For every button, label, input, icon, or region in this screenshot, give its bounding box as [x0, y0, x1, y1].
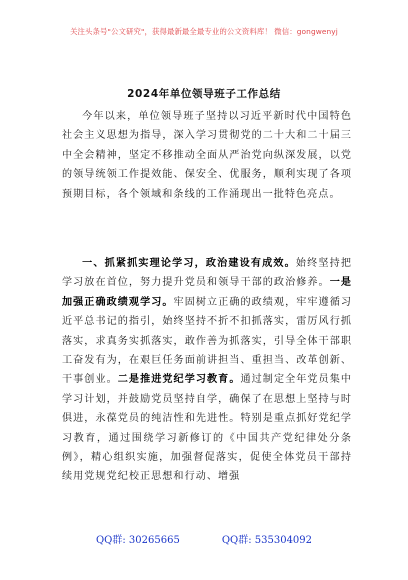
paragraph-intro: [62, 107, 352, 204]
subpoint-one-heading: 一是加强正确政绩观学习。: [62, 277, 353, 308]
footer-contact: [0, 531, 408, 546]
paragraph-section-one: [62, 254, 352, 487]
footer-qq-group-2: QQ群: 535304092: [221, 535, 313, 546]
subpoint-two-heading: 二是推进党纪学习教育。: [117, 374, 241, 386]
section-one-intro: 始终坚持把学习放在首位，努力提升党员和领导干部的政治修养。: [62, 258, 353, 289]
section-one-heading: 一、抓紧抓实理论学习，政治建设有成效。: [82, 258, 296, 269]
subpoint-two-text: 通过制定全年党员集中学习计划，并鼓励党员坚持自学，确保了在思想上坚持与时俱进，永葆党员的纯洁性和先进性。特别是重点抓好党纪学习教育，通过围绕学习新修订的《中国共产党纪律处分条例》，精心组织实施，加强督促落实，促使全体党员干部持续用党规党纪校正思想和行动、增强: [62, 374, 353, 483]
paragraph-intro-text: 今年以来，单位领导班子坚持以习近平新时代中国特色社会主义思想为指导，深入学习贯彻党的二十大和二十届三中全会精神，坚定不移推动全面从严治党向纵深发展，以党的领导统领工作提效能、保安全、优服务，顺利实现了各项预期目标，各个领域和条线的工作涌现出一批特色亮点。: [62, 111, 352, 200]
subpoint-one-text: 牢固树立正确的政绩观，牢牢遵循习近平总书记的指引，始终坚持不折不扣抓落实，雷厉风行抓落实，求真务实抓落实，敢作善为抓落实，引导全体干部职工奋发有为，在艰巨任务面前讲担当、重担当、改革创新、干事创业。: [62, 296, 352, 386]
document-title: 2024年单位领导班子工作总结: [127, 88, 281, 100]
header-promo-note: 关注头条号"公文研究"，获得最新最全最专业的公文资料库！ 微信：gongwenyj: [70, 27, 338, 36]
footer-qq-group-1: QQ群: 30265665: [95, 535, 180, 546]
